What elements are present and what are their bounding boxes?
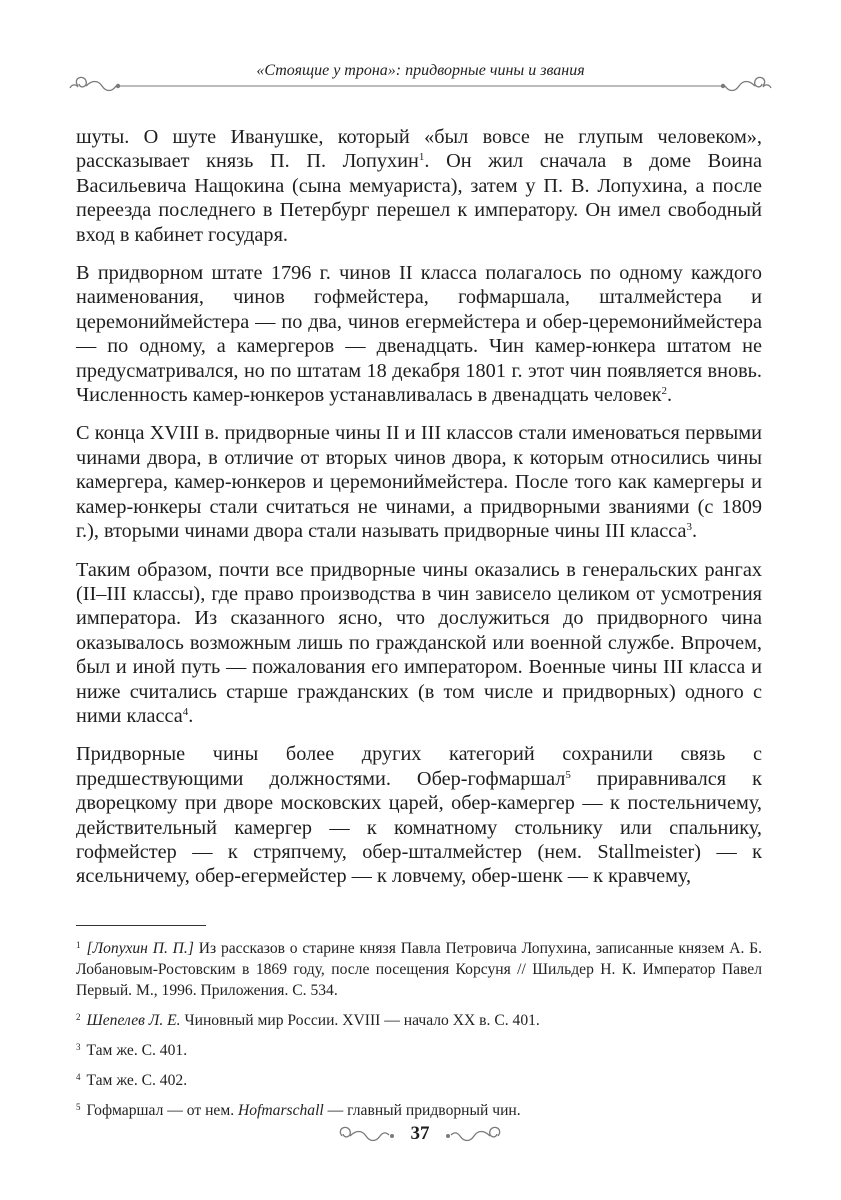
header-ornament-rule xyxy=(60,64,781,104)
footnote-4: $^4$ Там же. С. 402. xyxy=(76,1072,188,1089)
running-header xyxy=(60,52,781,108)
footnote-divider xyxy=(76,925,206,926)
paragraph-1: шуты. О шуте Иванушке, который «был вовсе не глупым человеком», рассказывает князь П. П. Лопухин$^1$. Он жил сначала в доме Воина Васильевича Нащокина (сына мемуариста), затем у П. В. Лопухина, а после переезда последнего в Петербург перешел к императору. Он имел свободный вход в кабинет государя. xyxy=(76,126,762,246)
footnote-ref-1[interactable]: 1 xyxy=(418,151,425,164)
footnote-ref-4[interactable]: 4 xyxy=(182,705,189,718)
footnote-2: $^2$ Шепелев Л. Е. Чиновный мир России. XVIII — начало XX в. С. 401. xyxy=(76,1012,540,1029)
paragraph-2: В придворном штате 1796 г. чинов II класса полагалось по одному каждого наименования, чинов гофмейстера, гофмаршала, шталмейстера и церемониймейстера — по два, чинов егермейстера и обер-церемониймейстера — по одному, а камергеров — двенадцать. Чин камер-юнкера штатом не предусматривался, но по штатам 18 декабря 1801 г. этот чин появляется вновь. Численность камер-юнкеров устанавливалась в двенадцать человек$^2$. xyxy=(76,262,762,407)
paragraph-3: С конца XVIII в. придворные чины II и III классов стали именоваться первыми чинами двора, в отличие от вторых чинов двора, к которым относились чины камергера, камер-юнкеров и церемониймейстера. После того как камергеры и камер-юнкеры стали считаться не чинами, а придворными званиями (с 1809 г.), вторыми чинами двора стали называть придворные чины III класса$^3$. xyxy=(76,422,762,543)
paragraph-4: Таким образом, почти все придворные чины оказались в генеральских рангах (II–III классы), где право производства в чин зависело целиком от усмотрения императора. Из сказанного ясно, что дослужиться до придворного чина оказывалось возможным лишь по гражданской или военной службе. Впрочем, был и иной путь — пожалования его императором. Военные чины III класса и ниже считались старше гражданских (в том числе и придворных) одного с ними класса$^4$. xyxy=(76,558,762,727)
body-text xyxy=(76,125,762,903)
footnote-3: $^3$ Там же. С. 401. xyxy=(76,1042,188,1059)
footnote-ref-5[interactable]: 5 xyxy=(565,768,571,781)
footnote-5: $^5$ Гофмаршал — от нем. Hofmarschall — главный придворный чин. xyxy=(76,1102,521,1119)
page-folio xyxy=(320,1118,520,1158)
footnotes xyxy=(76,935,762,1127)
running-title: «Стоящие у трона»: придворные чины и звания xyxy=(256,62,585,79)
page-number: 37 xyxy=(410,1123,430,1144)
footnote-1: $^1$ [Лопухин П. П.] Из рассказов о старине князя Павла Петровича Лопухина, записанные князем А. Б. Лобановым-Ростовским в 1869 году, после посещения Корсуня // Шильдер Н. К. Император Павел Первый. М., 1996. Приложения. С. 534. xyxy=(76,940,763,999)
paragraph-5: Придворные чины более других категорий сохранили связь с предшествующими должностями. Обер-гофмаршал$^5$ приравнивался к дворецкому при дворе московских царей, обер-камергер — к постельничему, действительный камергер — к комнатному стольнику или спальнику, гофмейстер — к стряпчему, обер-шталмейстер (нем. Stallmeister) — к ясельничему, обер-егермейстер — к ловчему, обер-шенк — к кравчему, xyxy=(76,743,762,888)
footnote-ref-3[interactable]: 3 xyxy=(686,521,693,534)
footnote-ref-2[interactable]: 2 xyxy=(661,385,667,398)
